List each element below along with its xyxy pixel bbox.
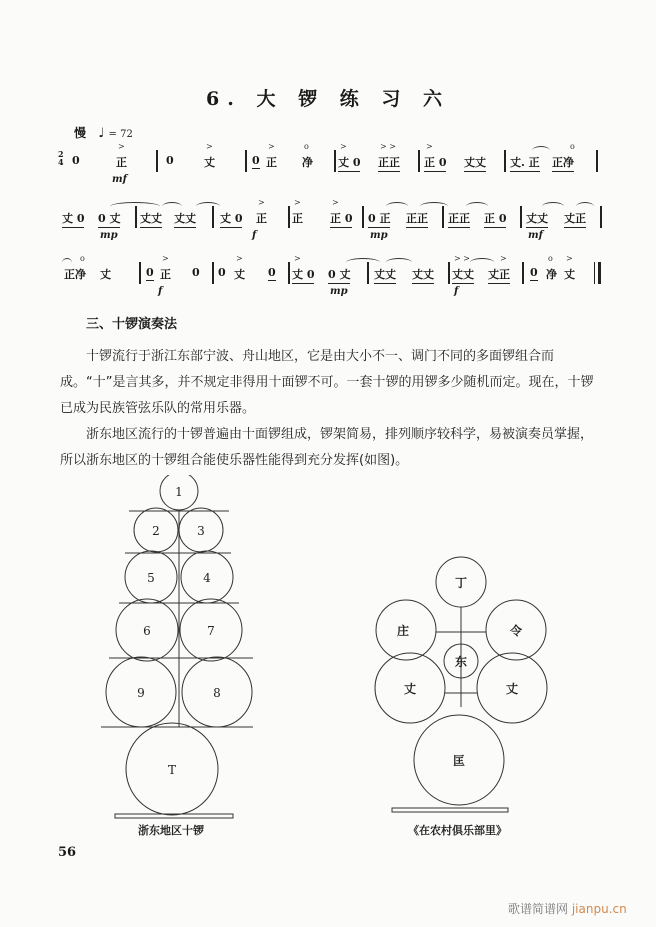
gong-rack-diagram-right bbox=[370, 550, 560, 820]
gong-label: 丈 bbox=[505, 682, 519, 696]
dynamic-mark: mp bbox=[370, 230, 388, 241]
watermark-cn: 歌谱简谱网 bbox=[508, 902, 569, 916]
bar-line bbox=[135, 206, 137, 228]
gong-label: 丁 bbox=[454, 576, 468, 590]
bar-line bbox=[596, 150, 598, 172]
gong-label: 7 bbox=[207, 624, 215, 638]
gong-label: 丈 bbox=[403, 682, 417, 696]
open-circle-icon: o bbox=[570, 142, 575, 151]
bar-line bbox=[418, 150, 420, 172]
bar-line bbox=[139, 262, 141, 284]
bar-line bbox=[288, 262, 290, 284]
open-circle-icon: o bbox=[304, 142, 309, 151]
dynamic-mark: mp bbox=[100, 230, 118, 241]
bar-line bbox=[245, 150, 247, 172]
note: 正 0 bbox=[330, 210, 352, 228]
accent-icon: > > bbox=[380, 142, 396, 151]
page-title: 6. 大 锣 练 习 六 bbox=[206, 88, 450, 110]
score-line-3 bbox=[56, 252, 606, 312]
note: 0 bbox=[192, 266, 200, 279]
figure-caption-left: 浙东地区十锣 bbox=[138, 824, 204, 837]
gong-label: 5 bbox=[147, 571, 155, 585]
score-line-1 bbox=[56, 140, 606, 200]
bar-line bbox=[156, 150, 158, 172]
note: 0 丈 bbox=[98, 210, 120, 228]
section-heading: 三、十锣演奏法 bbox=[86, 317, 178, 332]
note: 丈 0 bbox=[292, 266, 314, 284]
accent-icon: > bbox=[268, 142, 275, 151]
dynamic-mark: f bbox=[252, 230, 257, 241]
note: 丈 0 bbox=[220, 210, 242, 228]
paragraph-1: 十锣流行于浙江东部宁波、舟山地区，它是由大小不一、调门不同的多面锣组合而成。“十”是言其多，并不规定非得用十面锣不可。一套十锣的用锣多少随机而定。现在，十锣已成为民族管弦乐队的常用乐器。 bbox=[60, 349, 594, 416]
time-signature bbox=[58, 150, 64, 166]
note: 正 bbox=[266, 156, 277, 169]
note: 正净 bbox=[552, 154, 574, 172]
accent-icon: > bbox=[500, 254, 507, 263]
note: 丈 bbox=[204, 156, 215, 169]
score-line-2 bbox=[56, 196, 606, 256]
note: 0 bbox=[252, 154, 260, 167]
bar-line bbox=[367, 262, 369, 284]
gong-label: 6 bbox=[143, 624, 151, 638]
note: 正 0 bbox=[484, 210, 506, 228]
accent-icon: > bbox=[162, 254, 169, 263]
accent-icon: > bbox=[118, 142, 125, 151]
bar-line bbox=[442, 206, 444, 228]
bar-line bbox=[288, 206, 290, 228]
note: 净 bbox=[546, 268, 557, 281]
open-circle-icon: o bbox=[548, 254, 553, 263]
note: 丈 bbox=[100, 268, 111, 281]
accent-icon: > bbox=[332, 198, 339, 207]
time-sig-top: 2 bbox=[58, 149, 64, 159]
tempo-word: 慢 bbox=[74, 126, 87, 140]
bar-line bbox=[520, 206, 522, 228]
quarter-note-icon: ♩ bbox=[98, 126, 105, 141]
time-sig-bottom: 4 bbox=[58, 157, 64, 167]
accent-icon: > bbox=[258, 198, 265, 207]
note: 0 bbox=[530, 266, 538, 279]
note: 正正 bbox=[448, 210, 470, 228]
open-circle-icon: o bbox=[80, 254, 85, 263]
note: 丈丈 bbox=[464, 154, 486, 172]
gong-rack-diagram-left bbox=[95, 475, 265, 820]
dynamic-mark: mf bbox=[528, 230, 543, 241]
note: 正 bbox=[256, 212, 267, 225]
tempo-marking bbox=[74, 124, 133, 141]
final-bar-line-thick bbox=[598, 262, 601, 284]
note: 正 bbox=[292, 212, 303, 225]
tempo-value: = 72 bbox=[108, 129, 133, 140]
watermark-latin: jianpu.cn bbox=[571, 902, 627, 916]
dynamic-mark: mp bbox=[330, 286, 348, 297]
accent-icon: > bbox=[294, 254, 301, 263]
note: 0 丈 bbox=[328, 266, 350, 284]
note: 丈正 bbox=[488, 266, 510, 284]
bar-line bbox=[212, 262, 214, 284]
note: 丈丈 bbox=[526, 210, 548, 228]
accent-icon: > bbox=[206, 142, 213, 151]
bar-line bbox=[334, 150, 336, 172]
note: 丈 0 bbox=[62, 210, 84, 228]
gong-label: 2 bbox=[152, 524, 160, 538]
note: 正净 bbox=[64, 268, 86, 281]
page-number: 56 bbox=[58, 845, 77, 860]
dynamic-mark: f bbox=[158, 286, 163, 297]
accent-icon: > bbox=[236, 254, 243, 263]
gong-label: 庄 bbox=[396, 624, 410, 638]
note: 丈丈 bbox=[452, 266, 474, 284]
accent-icon: > bbox=[294, 198, 301, 207]
figure-caption-right: 《在农村俱乐部里》 bbox=[408, 824, 507, 837]
accent-icon: > > bbox=[454, 254, 470, 263]
note: 丈. 正 bbox=[510, 154, 540, 172]
note: 丈丈 bbox=[412, 266, 434, 284]
bar-line bbox=[522, 262, 524, 284]
note: 丈丈 bbox=[374, 266, 396, 284]
note: 丈 0 bbox=[338, 154, 360, 172]
note: 丈丈 bbox=[174, 210, 196, 228]
note: 0 bbox=[146, 266, 154, 279]
gong-label: 1 bbox=[175, 485, 183, 499]
bar-line bbox=[448, 262, 450, 284]
watermark bbox=[508, 900, 627, 917]
gong-label: 9 bbox=[137, 686, 145, 700]
gong-label: T bbox=[167, 763, 177, 777]
dynamic-mark: mf bbox=[112, 174, 127, 185]
paragraph-2: 浙东地区流行的十锣普遍由十面锣组成，锣架简易，排列顺序较科学，易被演奏员掌握，所以浙东地区的十锣组合能使乐器性能得到充分发挥(如图)。 bbox=[60, 427, 594, 468]
note: 丈丈 bbox=[140, 210, 162, 228]
final-bar-line-thin bbox=[594, 262, 595, 284]
gong-label: 令 bbox=[509, 624, 523, 638]
bar-line bbox=[600, 206, 602, 228]
note: 丈 bbox=[234, 268, 245, 281]
gong-label: 3 bbox=[197, 524, 205, 538]
note: 0 bbox=[72, 154, 80, 167]
accent-icon: > bbox=[566, 254, 573, 263]
bar-line bbox=[504, 150, 506, 172]
gong-label: 8 bbox=[213, 686, 221, 700]
accent-icon: > bbox=[426, 142, 433, 151]
note: 丈 bbox=[564, 268, 575, 281]
note: 丈正 bbox=[564, 210, 586, 228]
dynamic-mark: f bbox=[454, 286, 459, 297]
note: 0 正 bbox=[368, 210, 390, 228]
gong-label: 匡 bbox=[452, 754, 466, 768]
tie-mark bbox=[196, 202, 220, 211]
gong-label: 4 bbox=[203, 571, 211, 585]
note: 正 bbox=[116, 156, 127, 169]
note: 正正 bbox=[406, 210, 428, 228]
note: 正 bbox=[160, 268, 171, 281]
note: 0 bbox=[268, 266, 276, 279]
accent-icon: > bbox=[340, 142, 347, 151]
note: 正正 bbox=[378, 154, 400, 172]
bar-line bbox=[212, 206, 214, 228]
note: 0 bbox=[218, 266, 226, 279]
note: 净 bbox=[302, 156, 313, 169]
note: 0 bbox=[166, 154, 174, 167]
bar-line bbox=[362, 206, 364, 228]
note: 正 0 bbox=[424, 154, 446, 172]
gong-label: 东 bbox=[454, 655, 468, 669]
